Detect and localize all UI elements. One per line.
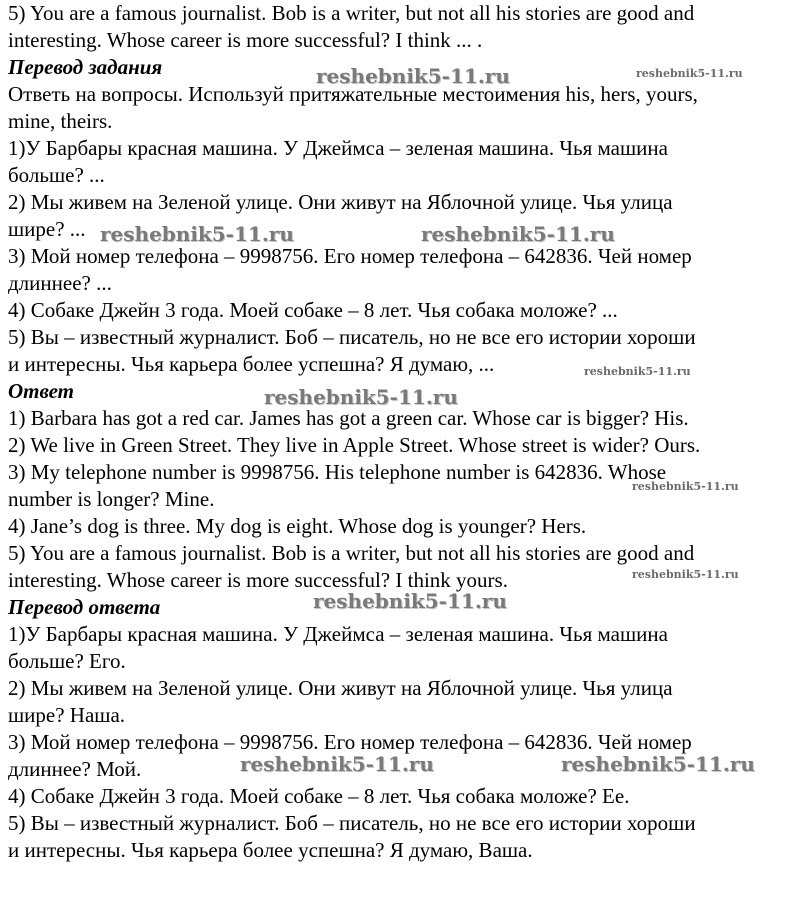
section-heading-answer: Ответ — [8, 379, 75, 403]
watermark: reshebnik5-11.ru — [313, 589, 507, 613]
text-line: 1)У Барбары красная машина. У Джеймса – зеленая машина. Чья машина — [8, 622, 668, 646]
text-line: и интересны. Чья карьера более успешна? Я думаю, Ваша. — [8, 838, 533, 862]
text-line: number is longer? Mine. — [8, 487, 215, 511]
text-line: больше? Его. — [8, 649, 126, 673]
text-line: шире? Наша. — [8, 703, 126, 727]
watermark: reshebnik5-11.ru — [421, 222, 615, 246]
text-line: 5) You are a famous journalist. Bob is a writer, but not all his stories are good and — [8, 541, 695, 565]
section-heading-answer-translation: Перевод ответа — [8, 595, 161, 619]
text-line: 4) Собаке Джейн 3 года. Моей собаке – 8 лет. Чья собака моложе? Ее. — [8, 784, 630, 808]
text-line: 2) Мы живем на Зеленой улице. Они живут на Яблочной улице. Чья улица — [8, 676, 673, 700]
watermark: reshebnik5-11.ru — [316, 64, 510, 88]
text-line: interesting. Whose career is more successful? I think ... . — [8, 28, 483, 52]
text-line: 5) Вы – известный журналист. Боб – писатель, но не все его истории хороши — [8, 811, 696, 835]
text-line: 1) Barbara has got a red car. James has got a green car. Whose car is bigger? His. — [8, 406, 689, 430]
text-line: длиннее? Мой. — [8, 757, 142, 781]
text-line: 3) Мой номер телефона – 9998756. Его номер телефона – 642836. Чей номер — [8, 244, 692, 268]
text-line: 4) Jane’s dog is three. My dog is eight. Whose dog is younger? Hers. — [8, 514, 587, 538]
text-line: 5) You are a famous journalist. Bob is a writer, but not all his stories are good and — [8, 1, 695, 25]
text-line: 2) Мы живем на Зеленой улице. Они живут на Яблочной улице. Чья улица — [8, 190, 673, 214]
watermark: reshebnik5-11.ru — [636, 67, 743, 80]
text-line: шире? ... — [8, 217, 86, 241]
watermark: reshebnik5-11.ru — [632, 480, 739, 493]
text-line: 4) Собаке Джейн 3 года. Моей собаке – 8 лет. Чья собака моложе? ... — [8, 298, 618, 322]
text-line: 3) My telephone number is 9998756. His telephone number is 642836. Whose — [8, 460, 667, 484]
text-line: 3) Мой номер телефона – 9998756. Его номер телефона – 642836. Чей номер — [8, 730, 692, 754]
text-line: 1)У Барбары красная машина. У Джеймса – зеленая машина. Чья машина — [8, 136, 668, 160]
watermark: reshebnik5-11.ru — [561, 752, 755, 776]
text-line: больше? ... — [8, 163, 105, 187]
text-line: interesting. Whose career is more successful? I think yours. — [8, 568, 508, 592]
section-heading-task-translation: Перевод задания — [8, 55, 163, 79]
text-line: 5) Вы – известный журналист. Боб – писатель, но не все его истории хороши — [8, 325, 696, 349]
watermark: reshebnik5-11.ru — [240, 752, 434, 776]
watermark: reshebnik5-11.ru — [264, 385, 458, 409]
text-line: Ответь на вопросы. Используй притяжательные местоимения his, hers, yours, — [8, 82, 698, 106]
text-line: длиннее? ... — [8, 271, 112, 295]
watermark: reshebnik5-11.ru — [100, 222, 294, 246]
watermark: reshebnik5-11.ru — [632, 568, 739, 581]
text-line: и интересны. Чья карьера более успешна? Я думаю, ... — [8, 352, 495, 376]
watermark: reshebnik5-11.ru — [584, 365, 691, 378]
text-line: mine, theirs. — [8, 109, 113, 133]
text-line: 2) We live in Green Street. They live in Apple Street. Whose street is wider? Ours. — [8, 433, 701, 457]
